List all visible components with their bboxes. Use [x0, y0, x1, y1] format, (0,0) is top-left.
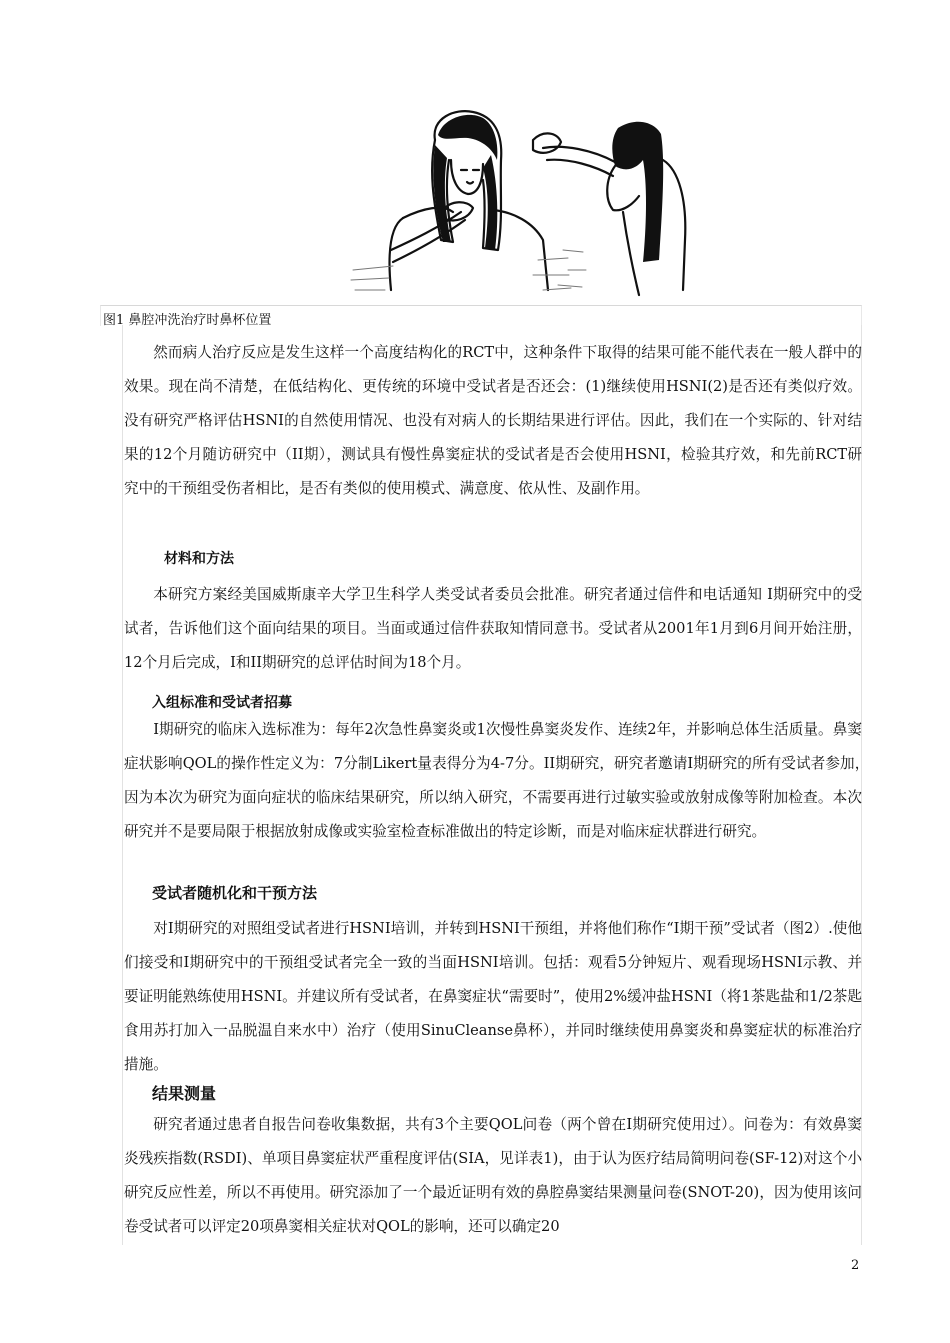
intro-paragraph: 然而病人治疗反应是发生这样一个高度结构化的RCT中，这种条件下取得的结果可能不能代表在一般人群中的效果。现在尚不清楚，在低结构化、更传统的环境中受试者是否还会：(1)继续使用HSNI(2)是否还有类似疗效。没有研究严格评估HSNI的自然使用情况、也没有对病人的长期结果进行评估。因此，我们在一个实际的、针对结果的12个月随访研究中（II期），测试具有慢性鼻窦症状的受试者是否会使用HSNI，检验其疗效，和先前RCT研究中的干预组受伤者相比，是否有类似的使用模式、满意度、依从性、及副作用。	[124, 344, 862, 497]
section-heading-inclusion: 入组标准和受试者招募	[152, 695, 292, 711]
figure-caption: 图1 鼻腔冲洗治疗时鼻杯位置	[103, 313, 272, 328]
nasal-irrigation-illustration	[343, 100, 691, 300]
page-number: 2	[851, 1258, 860, 1273]
section-heading-outcomes: 结果测量	[152, 1084, 217, 1103]
left-figure-drawing	[351, 111, 586, 290]
section-heading-methods: 材料和方法	[164, 551, 234, 567]
section-heading-randomization: 受试者随机化和干预方法	[152, 884, 318, 902]
right-figure-drawing	[533, 122, 685, 295]
inclusion-paragraph: I期研究的临床入选标准为：每年2次急性鼻窦炎或1次慢性鼻窦炎发作、连续2年，并影响总体生活质量。鼻窦症状影响QOL的操作性定义为：7分制Likert量表得分为4-7分。II期研究，研究者邀请I期研究的所有受试者参加， 因为本次为研究为面向症状的临床结果研究，所以纳入研究，不需要再进行过敏实验或放射成像等附加检查。本次研究并不是要局限于根据放射成像或实验室检查标准做出的特定诊断，而是对临床症状群进行研究。	[124, 721, 877, 840]
outcomes-paragraph: 研究者通过患者自报告问卷收集数据，共有3个主要QOL问卷（两个曾在I期研究使用过）。问卷为：有效鼻窦炎残疾指数(RSDI)、单项目鼻窦症状严重程度评估(SIA，见详表1)，由于认为医疗结局简明问卷(SF-12)对这个小研究反应性差，所以不再使用。研究添加了一个最近证明有效的鼻腔鼻窦结果测量问卷(SNOT-20)，因为使用该问卷受试者可以评定20项鼻窦相关症状对QOL的影响，还可以确定20	[124, 1116, 862, 1235]
randomization-paragraph: 对I期研究的对照组受试者进行HSNI培训，并转到HSNI干预组，并将他们称作“I期干预”受试者（图2）.使他们接受和I期研究中的干预组受试者完全一致的当面HSNI培训。包括：观看5分钟短片、观看现场HSNI示教、并要证明能熟练使用HSNI。并建议所有受试者，在鼻窦症状“需要时”，使用2%缓冲盐HSNI（将1茶匙盐和1/2茶匙食用苏打加入一品脱温自来水中）治疗（使用SinuCleanse鼻杯），并同时继续使用鼻窦炎和鼻窦症状的标准治疗措施。	[124, 920, 862, 1073]
methods-paragraph: 本研究方案经美国威斯康辛大学卫生科学人类受试者委员会批准。研究者通过信件和电话通知 I期研究中的受试者，告诉他们这个面向结果的项目。当面或通过信件获取知情同意书。受试者从2001年1月到6月间开始注册，12个月后完成，I和II期研究的总评估时间为18个月。	[124, 586, 862, 671]
